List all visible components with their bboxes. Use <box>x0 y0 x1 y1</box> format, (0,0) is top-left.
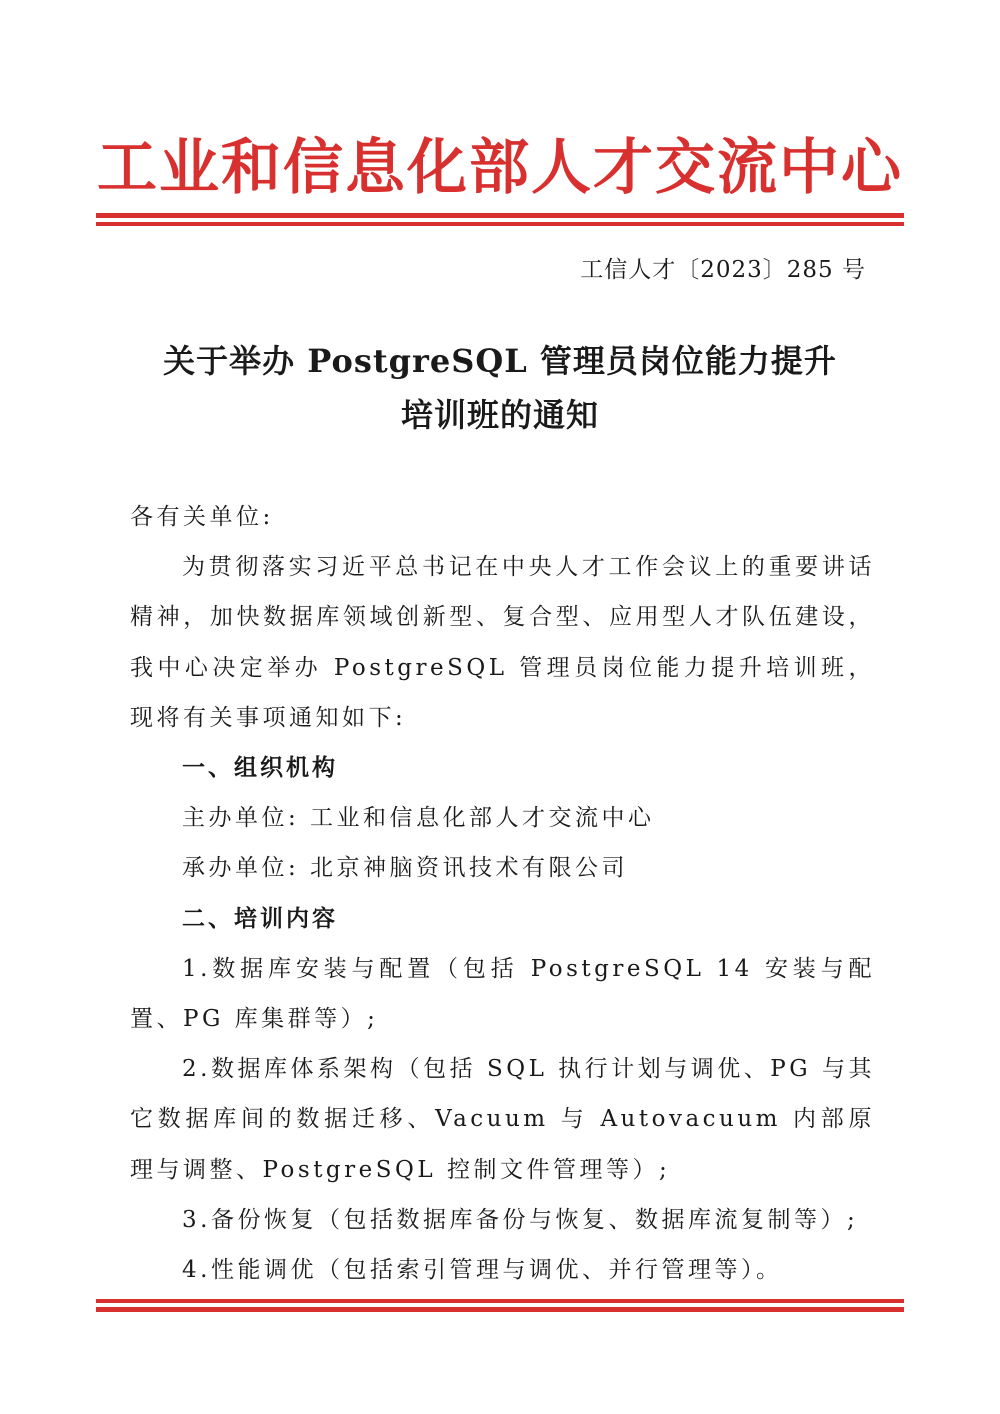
masthead-rule-thin <box>96 213 904 218</box>
section-heading-organization: 一、组织机构 <box>182 755 338 782</box>
salutation: 各有关单位: <box>130 504 274 530</box>
document-title <box>0 334 1000 442</box>
masthead-org-name: 工业和信息化部人才交流中心 <box>97 133 903 203</box>
host-unit: 主办单位: 工业和信息化部人才交流中心 <box>182 805 655 832</box>
intro-paragraph: 为贯彻落实习近平总书记在中央人才工作会议上的重要讲话精神，加快数据库领域创新型、复合型、应用型人才队伍建设，我中心决定举办 PostgreSQL 管理员岗位能力提升培训班，现将有关事项通知如下: <box>130 554 875 731</box>
document-title-line1: 关于举办 PostgreSQL 管理员岗位能力提升 <box>163 342 837 380</box>
document-number: 工信人才〔2023〕285 号 <box>580 257 866 283</box>
footer-rule-thin <box>96 1307 904 1312</box>
training-item: 1.数据库安装与配置（包括 PostgreSQL 14 安装与配置、PG 库集群等）; <box>130 955 875 1033</box>
training-item: 4.性能调优（包括索引管理与调优、并行管理等）。 <box>182 1257 783 1284</box>
document-body <box>130 492 875 1295</box>
training-item: 3.备份恢复（包括数据库备份与恢复、数据库流复制等）; <box>182 1206 859 1233</box>
masthead-rule-thick <box>96 222 904 226</box>
section-heading-training-content: 二、培训内容 <box>182 905 338 932</box>
organizer-unit: 承办单位: 北京神脑资讯技术有限公司 <box>182 855 629 882</box>
training-item: 2.数据库体系架构（包括 SQL 执行计划与调优、PG 与其它数据库间的数据迁移、Vacuum 与 Autovacuum 内部原理与调整、PostgreSQL 控制文件管理等）; <box>130 1056 875 1183</box>
footer-rule-thick <box>96 1299 904 1303</box>
document-title-line2: 培训班的通知 <box>400 396 599 434</box>
